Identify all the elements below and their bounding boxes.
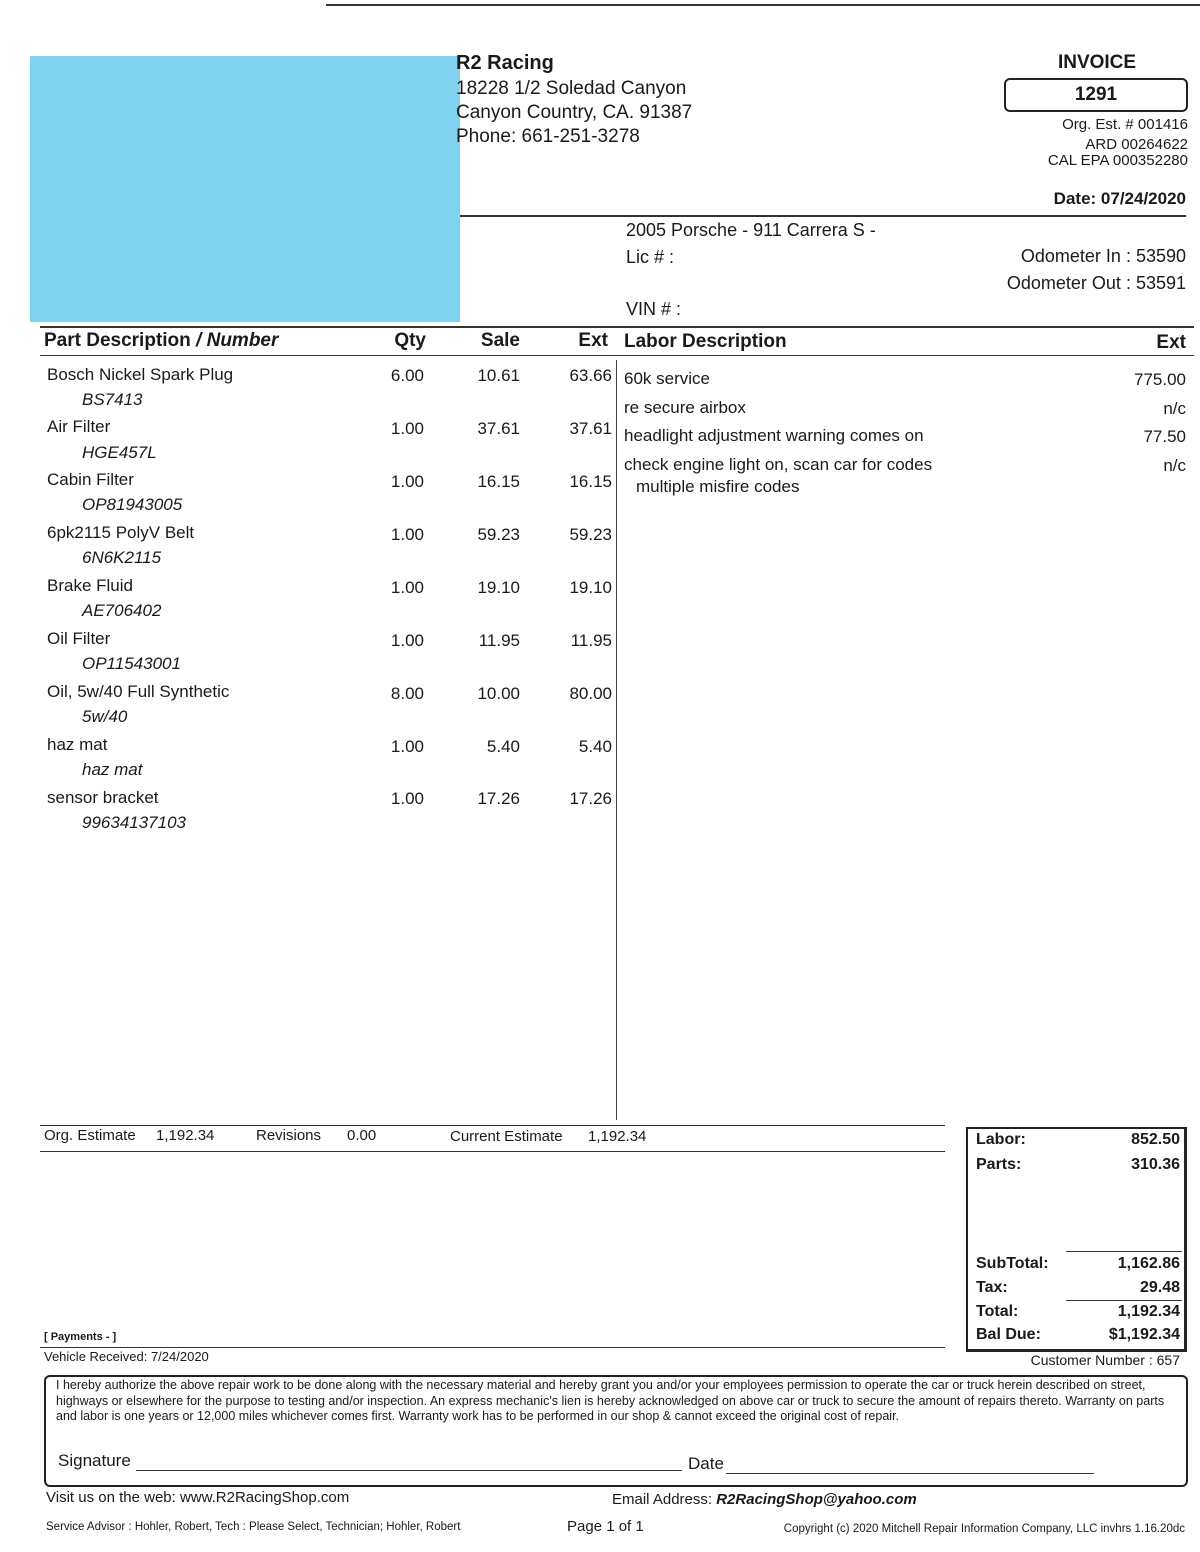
- part-qty: 6.00: [390, 366, 424, 385]
- customer-number: Customer Number : 657: [1030, 1352, 1180, 1368]
- table-header-rule: [40, 355, 1194, 356]
- vehicle-received: Vehicle Received: 7/24/2020: [44, 1349, 209, 1364]
- tax-value: 29.48: [1139, 1279, 1180, 1296]
- part-description: Brake Fluid: [47, 576, 133, 595]
- invoice-date: Date: 07/24/2020: [1053, 189, 1186, 208]
- part-ext: 80.00: [569, 684, 612, 703]
- part-qty: 1.00: [390, 472, 424, 491]
- shop-phone: Phone: 661-251-3278: [456, 126, 640, 147]
- part-number: OP81943005: [82, 495, 183, 514]
- header-sale: Sale: [480, 330, 520, 351]
- labor-total-label: Labor:: [976, 1131, 1026, 1148]
- part-qty: 1.00: [390, 737, 424, 756]
- payments-label: [ Payments - ]: [44, 1331, 117, 1343]
- part-number: HGE457L: [82, 443, 157, 462]
- part-ext: 11.95: [570, 631, 612, 650]
- header-part-description-label: Part Description: [44, 330, 191, 351]
- subtotal-rule: [1066, 1251, 1182, 1252]
- part-ext: 63.66: [569, 366, 612, 385]
- labor-ext: 775.00: [1134, 370, 1186, 389]
- revisions-value: 0.00: [347, 1127, 377, 1144]
- parts-total-label: Parts:: [976, 1156, 1022, 1173]
- odometer-in: Odometer In : 53590: [1020, 246, 1186, 266]
- part-ext: 16.15: [569, 472, 612, 491]
- part-ext: 37.61: [569, 419, 612, 438]
- shop-address-2: Canyon Country, CA. 91387: [456, 102, 693, 123]
- email-label: Email Address:: [612, 1491, 713, 1508]
- header-qty: Qty: [394, 330, 426, 351]
- vehicle-vin: VIN # :: [626, 299, 682, 319]
- total-value: 1,192.34: [1117, 1303, 1180, 1320]
- bal-due-value: $1,192.34: [1108, 1326, 1180, 1343]
- labor-description: re secure airbox: [624, 398, 746, 417]
- part-sale: 19.10: [477, 578, 520, 597]
- subtotal-value: 1,162.86: [1117, 1255, 1180, 1272]
- page-number: Page 1 of 1: [567, 1518, 644, 1535]
- signature-line[interactable]: [136, 1470, 682, 1471]
- part-description: Cabin Filter: [47, 470, 134, 489]
- estimate-bottom-rule: [40, 1151, 945, 1152]
- email-block: [612, 1491, 917, 1508]
- service-advisor: Service Advisor : Hohler, Robert, Tech : Please Select, Technician; Hohler, Robert: [46, 1521, 461, 1533]
- labor-ext: n/c: [1163, 456, 1186, 475]
- shop-name: R2 Racing: [456, 52, 554, 74]
- part-number: 5w/40: [82, 707, 128, 726]
- header-ext: Ext: [578, 330, 608, 351]
- labor-description: multiple misfire codes: [636, 477, 800, 496]
- invoice-number: 1291: [1004, 78, 1188, 112]
- part-number: 6N6K2115: [82, 548, 162, 567]
- current-estimate-value: 1,192.34: [588, 1128, 647, 1145]
- part-ext: 19.10: [569, 578, 612, 597]
- part-ext: 17.26: [569, 789, 612, 808]
- part-qty: 1.00: [390, 578, 424, 597]
- part-description: Air Filter: [47, 417, 111, 436]
- invoice-title: INVOICE: [1057, 52, 1137, 73]
- header-part-description: [44, 330, 278, 352]
- bal-due-label: Bal Due:: [976, 1326, 1041, 1343]
- column-divider: [616, 360, 617, 1120]
- part-qty: 1.00: [390, 789, 424, 808]
- tax-label: Tax:: [976, 1279, 1008, 1296]
- shop-address-1: 18228 1/2 Soledad Canyon: [456, 78, 687, 99]
- redaction-block: [30, 56, 460, 322]
- part-qty: 1.00: [390, 525, 424, 544]
- part-sale: 10.00: [477, 684, 520, 703]
- vehicle-description: 2005 Porsche - 911 Carrera S -: [626, 220, 876, 240]
- part-description: Oil Filter: [47, 629, 111, 648]
- website-text: Visit us on the web: www.R2RacingShop.com: [46, 1489, 350, 1506]
- org-estimate-value: 1,192.34: [156, 1127, 215, 1144]
- part-description: Oil, 5w/40 Full Synthetic: [47, 682, 230, 701]
- payments-rule: [40, 1347, 945, 1348]
- current-estimate-label: Current Estimate: [450, 1128, 563, 1145]
- estimate-top-rule: [40, 1125, 945, 1126]
- header-rule: [460, 215, 1186, 217]
- top-rule: [326, 4, 1200, 6]
- labor-ext: n/c: [1163, 399, 1186, 418]
- odometer-out: Odometer Out : 53591: [1006, 273, 1186, 293]
- part-qty: 1.00: [390, 419, 424, 438]
- part-sale: 10.61: [477, 366, 520, 385]
- part-ext: 59.23: [569, 525, 612, 544]
- part-qty: 8.00: [390, 684, 424, 703]
- part-number: BS7413: [82, 390, 143, 409]
- part-sale: 5.40: [486, 737, 520, 756]
- part-sale: 17.26: [477, 789, 520, 808]
- date-line[interactable]: [726, 1473, 1094, 1474]
- labor-description: check engine light on, scan car for codes: [624, 455, 933, 474]
- part-description: haz mat: [47, 735, 108, 754]
- date-label: Date: [688, 1454, 724, 1473]
- part-number: haz mat: [82, 760, 143, 779]
- labor-ext: 77.50: [1143, 427, 1186, 446]
- part-qty: 1.00: [390, 631, 424, 650]
- part-ext: 5.40: [578, 737, 612, 756]
- part-sale: 16.15: [477, 472, 520, 491]
- parts-total-value: 310.36: [1131, 1156, 1180, 1173]
- table-top-rule: [40, 326, 1194, 328]
- part-description: Bosch Nickel Spark Plug: [47, 365, 234, 384]
- cal-epa-number: CAL EPA 000352280: [1047, 152, 1188, 169]
- ard-number: ARD 00264622: [1085, 136, 1188, 153]
- labor-total-value: 852.50: [1131, 1131, 1180, 1148]
- vehicle-lic: Lic # :: [626, 247, 675, 267]
- org-est-number: Org. Est. # 001416: [1062, 116, 1188, 133]
- part-description: 6pk2115 PolyV Belt: [47, 523, 195, 542]
- header-part-number-label: / Number: [196, 330, 279, 351]
- total-rule: [1066, 1300, 1182, 1301]
- part-number: OP11543001: [82, 654, 181, 673]
- part-number: 99634137103: [82, 813, 187, 832]
- copyright: Copyright (c) 2020 Mitchell Repair Information Company, LLC invhrs 1.16.20dc: [783, 1523, 1185, 1535]
- part-sale: 37.61: [477, 419, 520, 438]
- total-label: Total:: [976, 1303, 1019, 1320]
- header-labor-description: Labor Description: [624, 331, 787, 352]
- part-description: sensor bracket: [47, 788, 159, 807]
- signature-label: Signature: [58, 1451, 131, 1470]
- part-sale: 59.23: [477, 525, 520, 544]
- labor-description: 60k service: [624, 369, 710, 388]
- email-address: R2RacingShop@yahoo.com: [716, 1491, 917, 1508]
- revisions-label: Revisions: [256, 1127, 322, 1144]
- part-number: AE706402: [82, 601, 162, 620]
- part-sale: 11.95: [478, 631, 520, 650]
- header-labor-ext: Ext: [1156, 332, 1186, 353]
- subtotal-label: SubTotal:: [976, 1255, 1049, 1272]
- authorization-text: I hereby authorize the above repair work to be done along with the necessary material and hereby grant you and/or your employees permission to operate the car or truck herein described on street, highways or elsewhere for the purpose to testing and/or inspection. An express mechanic's lien is hereby acknowledged on above car or truck to secure the amount of repairs thereto. Warranty on parts and labor is one years or 12,000 miles whichever comes first. Warranty work has to be performed in our shop & cannot exceed the original cost of repair.: [56, 1378, 1165, 1423]
- labor-description: headlight adjustment warning comes on: [624, 426, 924, 445]
- org-estimate-label: Org. Estimate: [44, 1127, 136, 1144]
